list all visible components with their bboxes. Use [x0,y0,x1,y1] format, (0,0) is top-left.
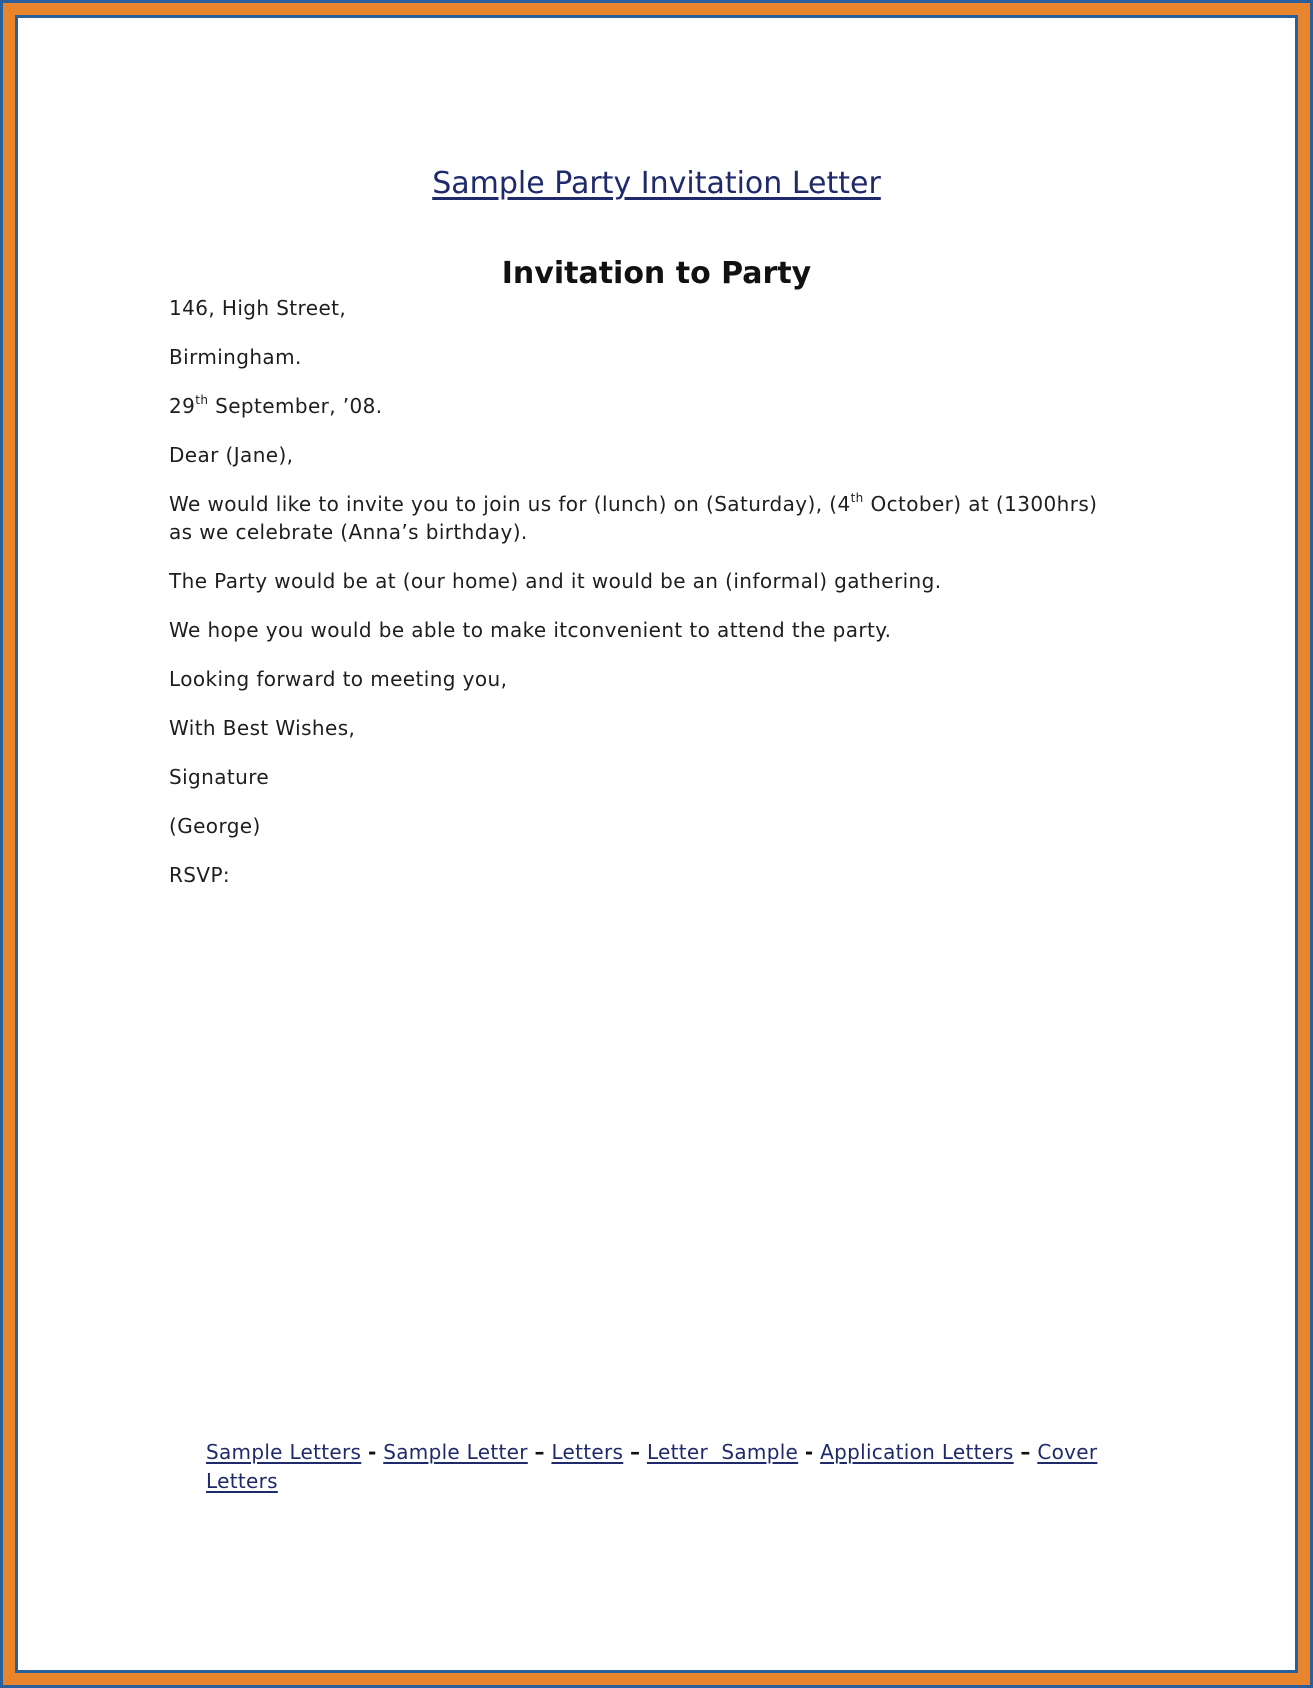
footer-separator: - [804,1440,814,1464]
footer-link-sample-letter[interactable]: Sample Letter [383,1440,528,1464]
footer-separator: – [629,1440,641,1464]
footer-separator: – [534,1440,545,1464]
body-paragraph-1: We would like to invite you to join us for (lunch) on (Saturday), (4th October) at (1300hrs) as we celebrate (Anna’s birthday). [169,491,1098,544]
footer-link-application-letters[interactable]: Application Letters [820,1440,1014,1464]
salutation: Dear (Jane), [169,443,294,467]
address-line-1: 146, High Street, [169,296,347,320]
closing-line-2: With Best Wishes, [169,716,356,740]
signer-name: (George) [169,814,261,838]
footer-separator: – [1020,1440,1031,1464]
footer-separator: - [367,1440,377,1464]
rsvp-label: RSVP: [169,863,231,887]
footer-links [206,1438,1136,1496]
address-line-2: Birmingham. [169,345,302,369]
footer-link-cover-letters[interactable]: Letters [206,1469,278,1493]
document-title[interactable]: Sample Party Invitation Letter [432,166,881,201]
body-paragraph-2: The Party would be at (our home) and it would be an (informal) gathering. [169,569,942,593]
body-paragraph-3: We hope you would be able to make itconvenient to attend the party. [169,618,892,642]
footer-link-sample-letters[interactable]: Sample Letters [206,1440,362,1464]
letter-heading: Invitation to Party [501,256,812,291]
signature-label: Signature [169,765,270,789]
footer-link-cover[interactable]: Cover [1037,1440,1098,1464]
letter-body [169,294,1139,889]
footer-link-letter-sample[interactable]: Letter Sample [646,1440,799,1464]
letter-date: 29th September, ’08. [169,393,383,418]
closing-line-1: Looking forward to meeting you, [169,667,508,691]
footer-link-letters[interactable]: Letters [551,1440,624,1464]
